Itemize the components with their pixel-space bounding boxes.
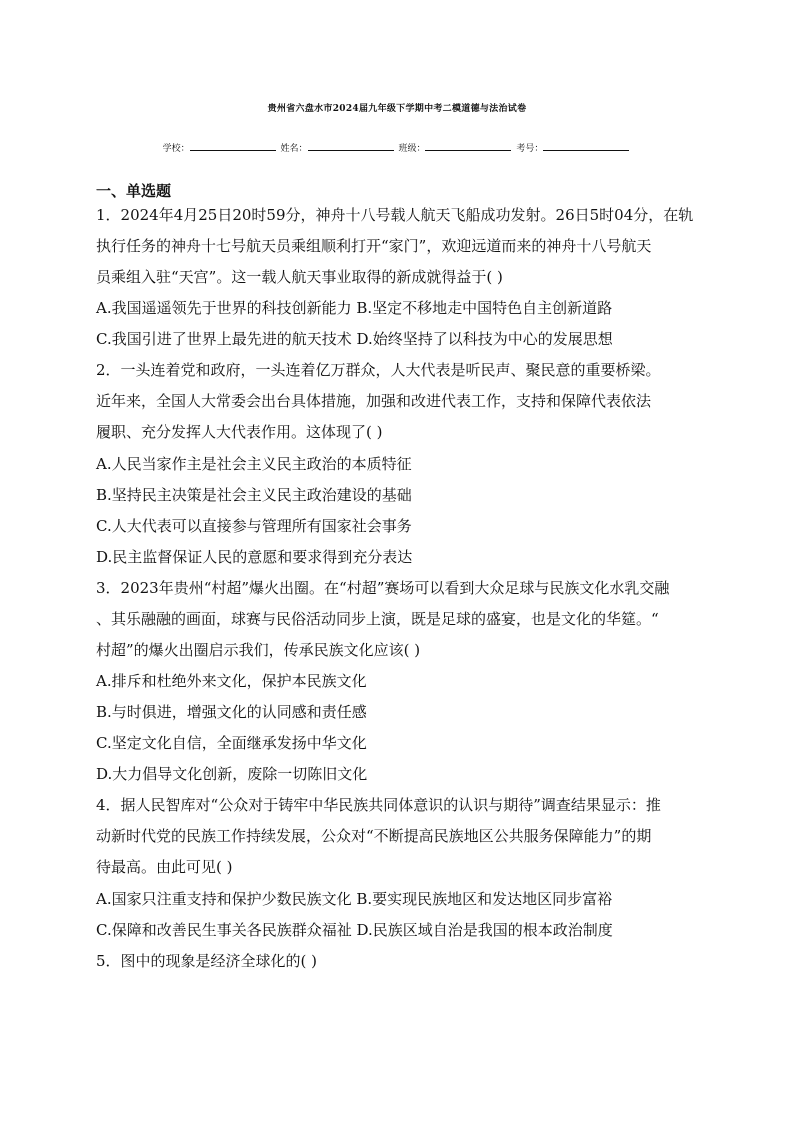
question-line: 4．据人民智库对“公众对于铸牢中华民族共同体意识的认识与期待”调查结果显示：推 xyxy=(96,796,661,814)
question-line: 2．一头连着党和政府，一头连着亿万群众，人大代表是听民声、聚民意的重要桥梁。 xyxy=(96,361,661,379)
number-label: 考号： xyxy=(516,144,544,154)
option-line: D.民主监督保证人民的意愿和要求得到充分表达 xyxy=(96,548,413,566)
option-line: A.人民当家作主是社会主义民主政治的本质特征 xyxy=(96,455,412,473)
option-line: A.排斥和杜绝外来文化，保护本民族文化 xyxy=(96,672,367,690)
option-line: C.保障和改善民生事关各民族群众福祉 D.民族区域自治是我国的根本政治制度 xyxy=(96,921,613,939)
question-line: 动新时代党的民族工作持续发展，公众对“不断提高民族地区公共服务保障能力”的期 xyxy=(96,827,652,845)
class-blank[interactable] xyxy=(425,136,511,151)
school-label: 学校： xyxy=(162,144,190,154)
question-line: 执行任务的神舟十七号航天员乘组顺利打开“家门”，欢迎远道而来的神舟十八号航天 xyxy=(96,237,652,255)
question-line: 3．2023年贵州“村超”爆火出圈。在“村超”赛场可以看到大众足球与民族文化水乳交融 xyxy=(96,579,670,597)
option-line: C.人大代表可以直接参与管理所有国家社会事务 xyxy=(96,517,412,535)
option-line: B.与时俱进，增强文化的认同感和责任感 xyxy=(96,703,367,721)
question-line: 履职、充分发挥人大代表作用。这体现了( ) xyxy=(96,423,383,441)
option-line: A.我国遥遥领先于世界的科技创新能力 B.坚定不移地走中国特色自主创新道路 xyxy=(96,299,613,317)
option-line: C.坚定文化自信，全面继承发扬中华文化 xyxy=(96,734,367,752)
option-line: B.坚持民主决策是社会主义民主政治建设的基础 xyxy=(96,486,412,504)
question-line: 1．2024年4月25日20时59分，神舟十八号载人航天飞船成功发射。26日5时04分，在轨 xyxy=(96,206,694,224)
question-line: 村超”的爆火出圈启示我们，传承民族文化应该( ) xyxy=(96,641,421,659)
school-blank[interactable] xyxy=(190,136,276,151)
option-line: D.大力倡导文化创新，废除一切陈旧文化 xyxy=(96,765,368,783)
name-blank[interactable] xyxy=(308,136,394,151)
question-line: 、其乐融融的画面，球赛与民俗活动同步上演，既是足球的盛宴，也是文化的华筵。“ xyxy=(96,610,659,628)
section-heading: 一、单选题 xyxy=(96,182,172,200)
class-label: 班级： xyxy=(398,144,426,154)
option-line: C.我国引进了世界上最先进的航天技术 D.始终坚持了以科技为中心的发展思想 xyxy=(96,330,613,348)
name-label: 姓名： xyxy=(280,144,308,154)
exam-title: 贵州省六盘水市2024届九年级下学期中考二模道德与法治试卷 xyxy=(267,104,527,114)
question-line: 5．图中的现象是经济全球化的( ) xyxy=(96,952,318,970)
question-line: 近年来，全国人大常委会出台具体措施，加强和改进代表工作，支持和保障代表依法 xyxy=(96,392,652,410)
student-info-row xyxy=(0,136,794,154)
number-blank[interactable] xyxy=(543,136,629,151)
question-line: 员乘组入驻“天宫”。这一载人航天事业取得的新成就得益于( ) xyxy=(96,268,503,286)
option-line: A.国家只注重支持和保护少数民族文化 B.要实现民族地区和发达地区同步富裕 xyxy=(96,890,613,908)
question-line: 待最高。由此可见( ) xyxy=(96,858,233,876)
